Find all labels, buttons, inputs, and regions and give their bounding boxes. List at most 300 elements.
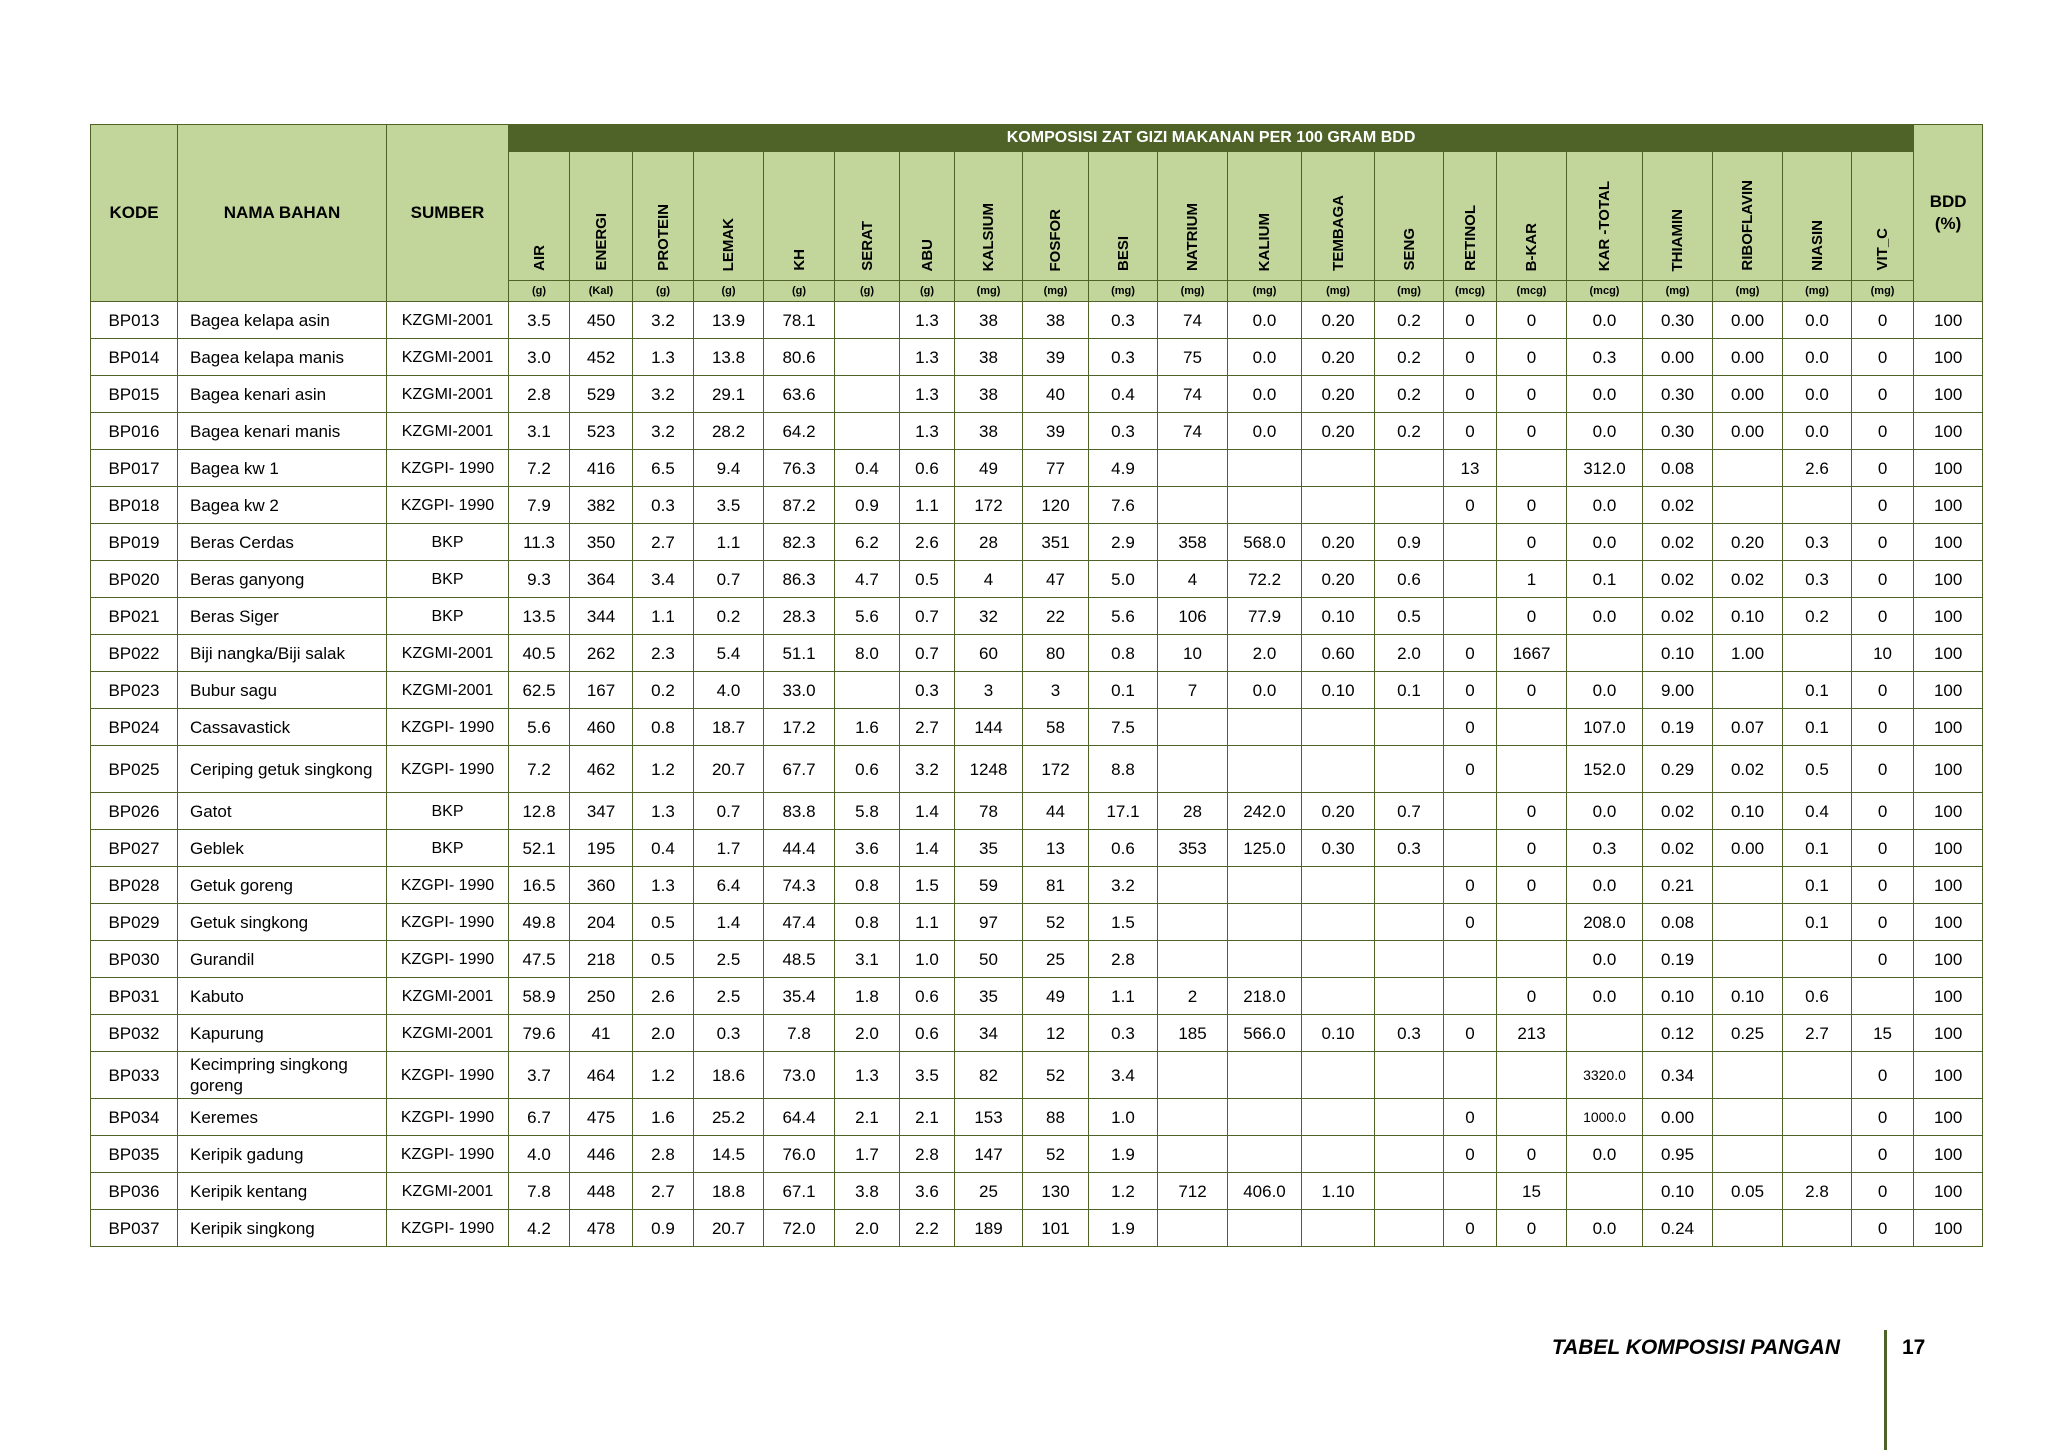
cell-value [1158,450,1228,487]
cell-value: 18.6 [694,1052,764,1099]
header-kode: KODE [91,125,178,302]
cell-sumber: KZGMI-2001 [387,1015,509,1052]
cell-value [1158,1210,1228,1247]
cell-value: 3.0 [509,339,570,376]
cell-value: 25 [1023,941,1089,978]
cell-value [1375,746,1444,793]
cell-value [1713,487,1783,524]
cell-value: 0.6 [835,746,900,793]
cell-bdd: 100 [1914,793,1983,830]
cell-value: 446 [570,1136,633,1173]
cell-value: 0 [1497,1210,1567,1247]
cell-sumber: BKP [387,793,509,830]
cell-value: 28.2 [694,413,764,450]
nutrient-label: NATRIUM [1184,202,1201,271]
cell-value: 18.7 [694,709,764,746]
cell-value: 0 [1497,867,1567,904]
cell-value: 0.3 [1567,339,1643,376]
cell-value: 0.29 [1643,746,1713,793]
cell-value: 1248 [955,746,1023,793]
cell-value: 1.6 [633,1099,694,1136]
cell-value: 2.7 [900,709,955,746]
cell-value [1302,746,1375,793]
cell-kode: BP020 [91,561,178,598]
nutrient-label: KALIUM [1256,212,1273,271]
cell-value: 0.0 [1567,302,1643,339]
cell-value: 0.3 [900,672,955,709]
cell-value: 0.6 [1089,830,1158,867]
cell-value: 0 [1497,598,1567,635]
cell-value: 0.2 [633,672,694,709]
cell-nama-bahan: Gurandil [178,941,387,978]
cell-value: 0.0 [1783,376,1852,413]
cell-value: 1.2 [1089,1173,1158,1210]
cell-value: 77.9 [1228,598,1302,635]
cell-value: 5.4 [694,635,764,672]
cell-value [1375,1173,1444,1210]
cell-value: 0.20 [1302,302,1375,339]
cell-value: 0.4 [1783,793,1852,830]
cell-value: 0 [1852,561,1914,598]
cell-value: 0.10 [1302,672,1375,709]
cell-value: 7 [1158,672,1228,709]
cell-value: 49 [955,450,1023,487]
cell-value: 3.4 [1089,1052,1158,1099]
cell-value [1375,904,1444,941]
cell-value: 5.8 [835,793,900,830]
cell-value: 523 [570,413,633,450]
cell-value: 0.3 [1089,339,1158,376]
cell-value: 0.0 [1567,598,1643,635]
cell-value: 1.2 [633,746,694,793]
cell-value: 7.2 [509,746,570,793]
cell-sumber: BKP [387,524,509,561]
cell-value: 0.3 [1089,1015,1158,1052]
cell-value: 1.1 [1089,978,1158,1015]
cell-value: 9.3 [509,561,570,598]
cell-value: 153 [955,1099,1023,1136]
table-row [91,793,1983,830]
cell-value: 0 [1852,904,1914,941]
cell-value: 62.5 [509,672,570,709]
cell-sumber: BKP [387,598,509,635]
cell-value: 3.6 [835,830,900,867]
cell-value: 51.1 [764,635,835,672]
cell-kode: BP025 [91,746,178,793]
cell-value: 2.9 [1089,524,1158,561]
page-number: 17 [1902,1336,1926,1359]
cell-sumber: KZGPI- 1990 [387,1136,509,1173]
cell-value: 0 [1444,339,1497,376]
cell-value [1497,941,1567,978]
cell-value [1228,1136,1302,1173]
cell-value: 172 [955,487,1023,524]
cell-value: 0.9 [835,487,900,524]
cell-sumber: KZGMI-2001 [387,413,509,450]
cell-value: 1.4 [900,793,955,830]
cell-value: 0.25 [1713,1015,1783,1052]
header-nutrient-20 [1852,152,1914,281]
cell-value: 40.5 [509,635,570,672]
cell-value: 0 [1852,413,1914,450]
cell-value: 213 [1497,1015,1567,1052]
cell-bdd: 100 [1914,1136,1983,1173]
header-nutrient-12 [1302,152,1375,281]
cell-kode: BP017 [91,450,178,487]
table-row [91,1136,1983,1173]
cell-value: 77 [1023,450,1089,487]
unit-label: (mg) [1643,281,1713,302]
cell-value: 0.7 [694,561,764,598]
cell-value: 0 [1852,672,1914,709]
cell-sumber: KZGMI-2001 [387,376,509,413]
unit-label: (mg) [955,281,1023,302]
cell-value: 0.02 [1643,561,1713,598]
cell-value: 351 [1023,524,1089,561]
cell-value [1302,1136,1375,1173]
cell-value: 0.7 [900,635,955,672]
cell-value [1228,487,1302,524]
cell-value: 2.7 [633,1173,694,1210]
cell-value: 147 [955,1136,1023,1173]
header-group-title: KOMPOSISI ZAT GIZI MAKANAN PER 100 GRAM BDD [509,125,1914,152]
cell-value: 0.0 [1567,1210,1643,1247]
cell-sumber: KZGPI- 1990 [387,941,509,978]
cell-value: 0.10 [1643,1173,1713,1210]
header-nutrient-5 [835,152,900,281]
cell-value [835,302,900,339]
cell-value: 6.2 [835,524,900,561]
cell-value: 2.5 [694,941,764,978]
cell-kode: BP030 [91,941,178,978]
header-nutrient-6 [900,152,955,281]
cell-value: 2.0 [1375,635,1444,672]
cell-value: 0.4 [633,830,694,867]
cell-value [1713,672,1783,709]
cell-value: 0.0 [1228,376,1302,413]
header-nutrient-13 [1375,152,1444,281]
cell-value: 125.0 [1228,830,1302,867]
nutrient-label: THIAMIN [1669,208,1686,271]
cell-value [835,672,900,709]
unit-label: (g) [633,281,694,302]
nutrient-label: VIT_C [1874,228,1892,271]
cell-value: 58 [1023,709,1089,746]
cell-kode: BP031 [91,978,178,1015]
nutrient-label: ABU [918,238,936,271]
cell-nama-bahan: Bagea kenari manis [178,413,387,450]
cell-value [1228,904,1302,941]
cell-value: 1.1 [633,598,694,635]
nutrient-label: BESI [1114,235,1132,271]
cell-value: 0.1 [1783,672,1852,709]
cell-sumber: KZGMI-2001 [387,672,509,709]
unit-label: (mcg) [1567,281,1643,302]
cell-value [1302,1210,1375,1247]
cell-value: 34 [955,1015,1023,1052]
cell-value: 10 [1158,635,1228,672]
cell-value: 0 [1852,830,1914,867]
cell-value: 4.7 [835,561,900,598]
cell-value: 0 [1444,1099,1497,1136]
cell-value: 0 [1444,376,1497,413]
table-row [91,867,1983,904]
cell-value: 0.00 [1643,1099,1713,1136]
cell-value: 3.2 [633,376,694,413]
cell-value: 144 [955,709,1023,746]
cell-kode: BP019 [91,524,178,561]
cell-value: 0.10 [1713,978,1783,1015]
unit-label: (mg) [1302,281,1375,302]
cell-value: 0.2 [1783,598,1852,635]
nutrient-label: PROTEIN [654,204,672,271]
cell-value: 0.0 [1567,941,1643,978]
cell-value: 0.30 [1643,376,1713,413]
cell-value [1375,867,1444,904]
cell-sumber: KZGPI- 1990 [387,1052,509,1099]
table-body [91,302,1983,1247]
cell-value [1375,1099,1444,1136]
cell-bdd: 100 [1914,904,1983,941]
cell-value: 0.0 [1567,672,1643,709]
cell-value: 1.1 [694,524,764,561]
cell-value: 0.3 [1567,830,1643,867]
cell-value: 9.00 [1643,672,1713,709]
cell-kode: BP026 [91,793,178,830]
cell-value: 0.2 [1375,302,1444,339]
cell-value: 0 [1497,487,1567,524]
cell-nama-bahan: Kabuto [178,978,387,1015]
cell-value: 17.2 [764,709,835,746]
cell-value [1567,1015,1643,1052]
nutrient-label: NIASIN [1808,220,1826,271]
nutrient-label: AIR [530,245,548,271]
cell-value: 0 [1444,1136,1497,1173]
cell-value: 10 [1852,635,1914,672]
cell-value: 7.2 [509,450,570,487]
header-nutrient-3 [694,152,764,281]
nutrient-label: B-KAR [1523,222,1540,271]
cell-value: 0.8 [633,709,694,746]
nutrient-label: RETINOL [1461,205,1479,271]
cell-value: 3.6 [900,1173,955,1210]
cell-bdd: 100 [1914,635,1983,672]
cell-value: 11.3 [509,524,570,561]
cell-value: 78 [955,793,1023,830]
header-nutrient-15 [1497,152,1567,281]
cell-value: 1.3 [900,413,955,450]
cell-value: 4.0 [694,672,764,709]
unit-label: (g) [835,281,900,302]
cell-value [1783,1136,1852,1173]
cell-bdd: 100 [1914,524,1983,561]
cell-value: 3.1 [835,941,900,978]
cell-value: 0.02 [1643,598,1713,635]
cell-value: 0.3 [1375,1015,1444,1052]
cell-value: 82 [955,1052,1023,1099]
cell-value: 242.0 [1228,793,1302,830]
cell-value: 4.2 [509,1210,570,1247]
cell-value [1713,904,1783,941]
cell-value: 18.8 [694,1173,764,1210]
cell-value: 74 [1158,376,1228,413]
cell-value: 1.1 [900,487,955,524]
cell-value [1713,450,1783,487]
cell-value: 0.8 [835,904,900,941]
cell-value: 0 [1497,1136,1567,1173]
cell-value: 86.3 [764,561,835,598]
cell-value: 0.30 [1302,830,1375,867]
cell-value: 0.5 [900,561,955,598]
cell-value: 0.0 [1783,413,1852,450]
cell-value [1783,487,1852,524]
cell-value: 0.3 [1783,524,1852,561]
header-nutrient-14 [1444,152,1497,281]
cell-value: 0.08 [1643,450,1713,487]
cell-value: 0.7 [1375,793,1444,830]
cell-value: 4 [1158,561,1228,598]
cell-value: 0.5 [633,941,694,978]
cell-value: 14.5 [694,1136,764,1173]
cell-value: 49 [1023,978,1089,1015]
cell-value: 2.5 [694,978,764,1015]
cell-value: 0.02 [1713,746,1783,793]
cell-bdd: 100 [1914,450,1983,487]
cell-value: 0.02 [1643,830,1713,867]
cell-value: 74.3 [764,867,835,904]
cell-value: 0 [1497,413,1567,450]
cell-value: 97 [955,904,1023,941]
header-nutrient-7 [955,152,1023,281]
cell-value: 1667 [1497,635,1567,672]
cell-value [1375,487,1444,524]
cell-value: 0.0 [1567,793,1643,830]
cell-value [1228,1052,1302,1099]
cell-value: 41 [570,1015,633,1052]
cell-value: 0.6 [900,1015,955,1052]
cell-value: 0 [1852,376,1914,413]
cell-value: 3.2 [633,413,694,450]
cell-value: 12 [1023,1015,1089,1052]
cell-value: 250 [570,978,633,1015]
cell-kode: BP028 [91,867,178,904]
cell-value [1302,1052,1375,1099]
cell-value [1783,941,1852,978]
table-row [91,598,1983,635]
cell-value [1497,450,1567,487]
cell-value: 35 [955,830,1023,867]
table-row [91,672,1983,709]
cell-value: 0.00 [1713,302,1783,339]
cell-value: 0.10 [1643,635,1713,672]
header-nutrient-8 [1023,152,1089,281]
nutrient-label: SERAT [858,221,876,271]
nutrient-label: KH [790,249,808,271]
cell-value: 5.6 [1089,598,1158,635]
cell-value: 0.19 [1643,709,1713,746]
cell-sumber: KZGPI- 1990 [387,450,509,487]
cell-value: 0.0 [1567,376,1643,413]
cell-value: 3.7 [509,1052,570,1099]
footer-title: TABEL KOMPOSISI PANGAN [1551,1336,1840,1359]
cell-value: 0.05 [1713,1173,1783,1210]
cell-value: 3320.0 [1567,1052,1643,1099]
cell-value: 38 [1023,302,1089,339]
cell-sumber: KZGPI- 1990 [387,867,509,904]
cell-value: 17.1 [1089,793,1158,830]
cell-value: 120 [1023,487,1089,524]
cell-value: 0.1 [1375,672,1444,709]
table-row [91,524,1983,561]
cell-value: 568.0 [1228,524,1302,561]
cell-value: 74 [1158,413,1228,450]
cell-value: 0.9 [633,1210,694,1247]
cell-value: 0 [1444,672,1497,709]
cell-kode: BP018 [91,487,178,524]
cell-value [1228,709,1302,746]
cell-value: 0.0 [1567,487,1643,524]
cell-value: 8.8 [1089,746,1158,793]
cell-value: 80.6 [764,339,835,376]
cell-value [1228,867,1302,904]
cell-value: 0.0 [1783,339,1852,376]
cell-value: 204 [570,904,633,941]
cell-value [1302,867,1375,904]
cell-value: 712 [1158,1173,1228,1210]
table-row [91,376,1983,413]
cell-value: 13.5 [509,598,570,635]
cell-value: 0.10 [1713,598,1783,635]
cell-value: 0 [1852,793,1914,830]
cell-value: 0.0 [1228,302,1302,339]
cell-value: 0 [1497,672,1567,709]
nutrient-label: RIBOFLAVIN [1739,180,1756,271]
cell-value: 218.0 [1228,978,1302,1015]
cell-value: 0.30 [1643,302,1713,339]
cell-value [1444,830,1497,867]
cell-nama-bahan: Bagea kw 1 [178,450,387,487]
cell-value: 83.8 [764,793,835,830]
cell-value: 0.5 [1375,598,1444,635]
cell-value: 0.1 [1783,709,1852,746]
cell-value: 1.3 [633,793,694,830]
cell-value: 0 [1444,709,1497,746]
cell-value: 358 [1158,524,1228,561]
unit-label: (mcg) [1444,281,1497,302]
cell-value: 5.0 [1089,561,1158,598]
cell-value: 0.20 [1302,413,1375,450]
cell-value: 58.9 [509,978,570,1015]
cell-value: 0.00 [1713,413,1783,450]
cell-value: 2.6 [1783,450,1852,487]
cell-value: 0 [1852,941,1914,978]
cell-value: 0.19 [1643,941,1713,978]
cell-value: 1.3 [633,339,694,376]
cell-bdd: 100 [1914,978,1983,1015]
nutrient-label: ENERGI [592,213,610,271]
cell-value: 218 [570,941,633,978]
cell-value: 72.0 [764,1210,835,1247]
cell-value [1228,941,1302,978]
table-row [91,978,1983,1015]
cell-value: 15 [1852,1015,1914,1052]
cell-kode: BP016 [91,413,178,450]
cell-value [1497,746,1567,793]
cell-value: 88 [1023,1099,1089,1136]
cell-value: 3.2 [633,302,694,339]
table-row [91,1210,1983,1247]
cell-value: 460 [570,709,633,746]
